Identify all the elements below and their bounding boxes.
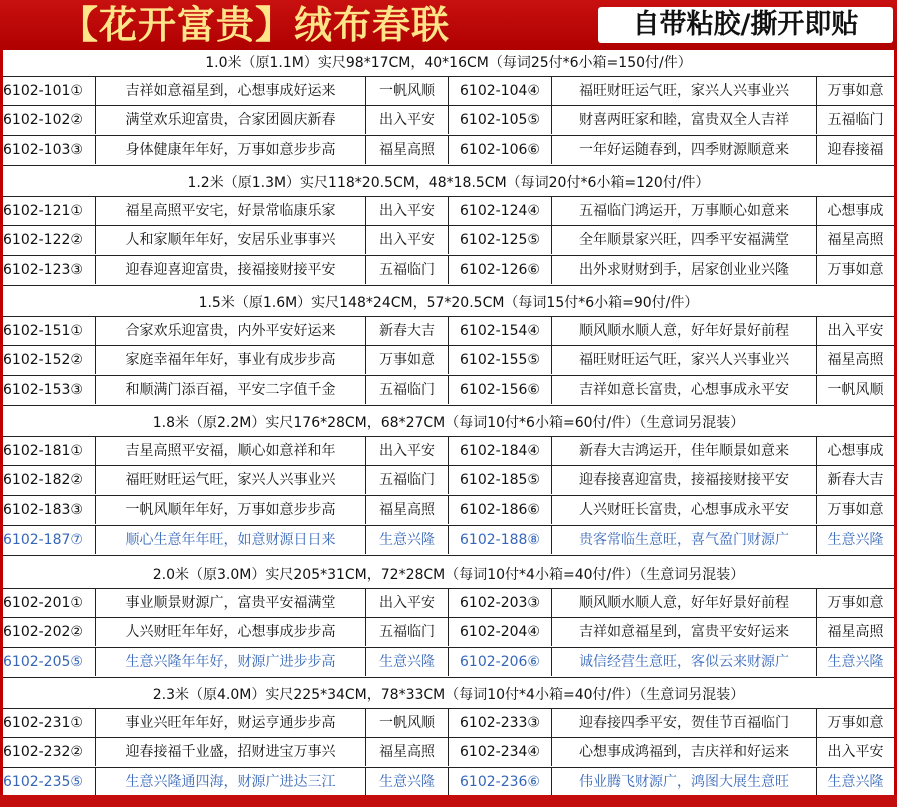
horizontal-scroll-text: 五福临门 bbox=[365, 618, 448, 646]
horizontal-scroll-text: 心想事成 bbox=[816, 197, 894, 225]
horizontal-scroll-text: 五福临门 bbox=[365, 256, 448, 284]
section-header: 1.5米（原1.6M）实尺148*24CM，57*20.5CM（每词15付*6小箱=90付/件） bbox=[198, 295, 699, 311]
table-row bbox=[3, 526, 894, 556]
couplet-text: 吉祥如意长富贵，心想事成永平安 bbox=[551, 376, 816, 404]
horizontal-scroll-text: 出入平安 bbox=[365, 226, 448, 254]
horizontal-scroll-text: 福星高照 bbox=[816, 226, 894, 254]
table-row bbox=[3, 466, 894, 496]
horizontal-scroll-text: 福星高照 bbox=[816, 618, 894, 646]
couplet-text: 贵客常临生意旺，喜气盈门财源广 bbox=[551, 526, 816, 554]
couplet-text: 出外求财财到手，居家创业业兴隆 bbox=[551, 256, 816, 284]
product-code: 6102-186⑥ bbox=[448, 496, 551, 524]
product-code: 6102-122② bbox=[3, 232, 83, 248]
product-code: 6102-155⑤ bbox=[448, 346, 551, 374]
horizontal-scroll-text: 生意兴隆 bbox=[816, 526, 894, 554]
product-code: 6102-188⑧ bbox=[448, 526, 551, 554]
product-code: 6102-102② bbox=[3, 112, 83, 128]
couplet-text: 一年好运随春到，四季财源顺意来 bbox=[551, 136, 816, 164]
product-code: 6102-202② bbox=[3, 624, 83, 640]
product-code: 6102-184④ bbox=[448, 437, 551, 465]
horizontal-scroll-text: 出入平安 bbox=[365, 437, 448, 465]
horizontal-scroll-text: 一帆风顺 bbox=[816, 376, 894, 404]
banner-title: 【花开富贵】绒布春联 bbox=[60, 3, 451, 47]
product-code: 6102-232② bbox=[3, 744, 83, 760]
horizontal-scroll-text: 一帆风顺 bbox=[365, 77, 448, 105]
product-code: 6102-124④ bbox=[448, 197, 551, 225]
couplet-text: 五福临门鸿运开，万事顺心如意来 bbox=[551, 197, 816, 225]
product-code: 6102-231① bbox=[3, 715, 83, 731]
couplet-text: 迎春接喜迎富贵，接福接财接平安 bbox=[551, 466, 816, 494]
table-row bbox=[3, 588, 894, 618]
couplet-text: 家庭幸福年年好，事业有成步步高 bbox=[95, 346, 365, 374]
table-row bbox=[3, 346, 894, 376]
table-row bbox=[3, 256, 894, 286]
table-row bbox=[3, 496, 894, 526]
banner-badge bbox=[598, 7, 893, 43]
couplet-text: 福旺财旺运气旺，家兴人兴事业兴 bbox=[551, 77, 816, 105]
couplet-text: 福星高照平安宅，好景常临康乐家 bbox=[95, 197, 365, 225]
product-code: 6102-203③ bbox=[448, 589, 551, 617]
couplet-text: 事业兴旺年年好，财运亨通步步高 bbox=[95, 709, 365, 737]
bottom-bar bbox=[0, 795, 897, 807]
couplet-text: 全年顺景家兴旺，四季平安福满堂 bbox=[551, 226, 816, 254]
product-code: 6102-126⑥ bbox=[448, 256, 551, 284]
horizontal-scroll-text: 万事如意 bbox=[816, 709, 894, 737]
product-code: 6102-182② bbox=[3, 472, 83, 488]
table-row bbox=[3, 106, 894, 136]
couplet-text: 诚信经营生意旺，客似云来财源广 bbox=[551, 648, 816, 676]
product-code: 6102-101① bbox=[3, 83, 83, 99]
product-code: 6102-153③ bbox=[3, 382, 83, 398]
product-code: 6102-152② bbox=[3, 352, 83, 368]
product-code: 6102-123③ bbox=[3, 262, 83, 278]
product-code: 6102-234④ bbox=[448, 738, 551, 766]
table-row bbox=[3, 436, 894, 466]
product-code: 6102-185⑤ bbox=[448, 466, 551, 494]
product-code: 6102-181① bbox=[3, 443, 83, 459]
couplet-text: 顺风顺水顺人意，好年好景好前程 bbox=[551, 589, 816, 617]
horizontal-scroll-text: 福星高照 bbox=[365, 738, 448, 766]
table-row bbox=[3, 768, 894, 798]
couplet-text: 合家欢乐迎富贵，内外平安好运来 bbox=[95, 317, 365, 345]
product-code: 6102-233③ bbox=[448, 709, 551, 737]
product-code: 6102-236⑥ bbox=[448, 768, 551, 796]
table-row bbox=[3, 136, 894, 166]
horizontal-scroll-text: 生意兴隆 bbox=[365, 526, 448, 554]
horizontal-scroll-text: 福星高照 bbox=[365, 136, 448, 164]
couplet-text: 顺心生意年年旺，如意财源日日来 bbox=[95, 526, 365, 554]
product-code: 6102-151① bbox=[3, 323, 83, 339]
table-row bbox=[3, 196, 894, 226]
product-code: 6102-105⑤ bbox=[448, 106, 551, 134]
horizontal-scroll-text: 出入平安 bbox=[816, 317, 894, 345]
couplet-text: 吉星高照平安福，顺心如意祥和年 bbox=[95, 437, 365, 465]
couplet-text: 福旺财旺运气旺，家兴人兴事业兴 bbox=[95, 466, 365, 494]
horizontal-scroll-text: 生意兴隆 bbox=[365, 648, 448, 676]
horizontal-scroll-text: 生意兴隆 bbox=[365, 768, 448, 796]
horizontal-scroll-text: 五福临门 bbox=[365, 376, 448, 404]
table-row bbox=[3, 316, 894, 346]
horizontal-scroll-text: 五福临门 bbox=[365, 466, 448, 494]
horizontal-scroll-text: 五福临门 bbox=[816, 106, 894, 134]
horizontal-scroll-text: 万事如意 bbox=[816, 496, 894, 524]
section-header: 1.8米（原2.2M）实尺176*28CM，68*27CM（每词10付*6小箱=60付/件）（生意词另混装） bbox=[152, 415, 745, 431]
couplet-text: 顺风顺水顺人意，好年好景好前程 bbox=[551, 317, 816, 345]
couplet-text: 吉祥如意福星到，心想事成好运来 bbox=[95, 77, 365, 105]
couplet-text: 一帆风顺年年好，万事如意步步高 bbox=[95, 496, 365, 524]
couplet-text: 事业顺景财源广，富贵平安福满堂 bbox=[95, 589, 365, 617]
couplet-text: 心想事成鸿福到，吉庆祥和好运来 bbox=[551, 738, 816, 766]
horizontal-scroll-text: 出入平安 bbox=[816, 738, 894, 766]
product-code: 6102-201① bbox=[3, 595, 83, 611]
couplet-text: 和顺满门添百福，平安二字值千金 bbox=[95, 376, 365, 404]
couplet-text: 财喜两旺家和睦，富贵双全人吉祥 bbox=[551, 106, 816, 134]
product-code: 6102-106⑥ bbox=[448, 136, 551, 164]
product-code: 6102-121① bbox=[3, 203, 83, 219]
product-code: 6102-204④ bbox=[448, 618, 551, 646]
table-row bbox=[3, 738, 894, 768]
horizontal-scroll-text: 福星高照 bbox=[365, 496, 448, 524]
horizontal-scroll-text: 出入平安 bbox=[365, 106, 448, 134]
couplet-text: 迎春接福千业盛，招财进宝万事兴 bbox=[95, 738, 365, 766]
couplet-text: 伟业腾飞财源广，鸿图大展生意旺 bbox=[551, 768, 816, 796]
horizontal-scroll-text: 新春大吉 bbox=[365, 317, 448, 345]
table-row bbox=[3, 226, 894, 256]
product-code: 6102-156⑥ bbox=[448, 376, 551, 404]
couplet-text: 迎春接四季平安，贺佳节百福临门 bbox=[551, 709, 816, 737]
horizontal-scroll-text: 万事如意 bbox=[816, 77, 894, 105]
horizontal-scroll-text: 万事如意 bbox=[816, 589, 894, 617]
product-code: 6102-235⑤ bbox=[3, 774, 83, 790]
product-code: 6102-154④ bbox=[448, 317, 551, 345]
horizontal-scroll-text: 一帆风顺 bbox=[365, 709, 448, 737]
table-row bbox=[3, 708, 894, 738]
couplet-text: 人兴财旺长富贵，心想事成永平安 bbox=[551, 496, 816, 524]
couplet-text: 满堂欢乐迎富贵，合家团圆庆新春 bbox=[95, 106, 365, 134]
horizontal-scroll-text: 福星高照 bbox=[816, 346, 894, 374]
couplet-text: 人和家顺年年好，安居乐业事事兴 bbox=[95, 226, 365, 254]
table-row bbox=[3, 376, 894, 406]
product-code: 6102-205⑤ bbox=[3, 654, 83, 670]
horizontal-scroll-text: 新春大吉 bbox=[816, 466, 894, 494]
horizontal-scroll-text: 出入平安 bbox=[365, 589, 448, 617]
couplet-text: 人兴财旺年年好，心想事成步步高 bbox=[95, 618, 365, 646]
table-row bbox=[3, 618, 894, 648]
banner bbox=[0, 0, 897, 50]
couplet-text: 吉祥如意福星到，富贵平安好运来 bbox=[551, 618, 816, 646]
horizontal-scroll-text: 迎春接福 bbox=[816, 136, 894, 164]
horizontal-scroll-text: 万事如意 bbox=[816, 256, 894, 284]
horizontal-scroll-text: 生意兴隆 bbox=[816, 648, 894, 676]
product-code: 6102-125⑤ bbox=[448, 226, 551, 254]
section-header: 1.0米（原1.1M）实尺98*17CM，40*16CM（每词25付*6小箱=150付/件） bbox=[205, 55, 692, 71]
couplet-text: 身体健康年年好，万事如意步步高 bbox=[95, 136, 365, 164]
section-header: 2.0米（原3.0M）实尺205*31CM，72*28CM（每词10付*4小箱=40付/件）（生意词另混装） bbox=[152, 567, 745, 583]
couplet-text: 迎春迎喜迎富贵，接福接财接平安 bbox=[95, 256, 365, 284]
couplet-text: 新春大吉鸿运开，佳年顺景如意来 bbox=[551, 437, 816, 465]
horizontal-scroll-text: 生意兴隆 bbox=[816, 768, 894, 796]
couplet-text: 生意兴隆年年好，财源广进步步高 bbox=[95, 648, 365, 676]
product-code: 6102-103③ bbox=[3, 142, 83, 158]
section-header: 2.3米（原4.0M）实尺225*34CM，78*33CM（每词10付*4小箱=40付/件）（生意词另混装） bbox=[152, 687, 745, 703]
horizontal-scroll-text: 万事如意 bbox=[365, 346, 448, 374]
couplet-text: 生意兴隆通四海，财源广进达三江 bbox=[95, 768, 365, 796]
product-code: 6102-104④ bbox=[448, 77, 551, 105]
couplet-text: 福旺财旺运气旺，家兴人兴事业兴 bbox=[551, 346, 816, 374]
table-row bbox=[3, 648, 894, 678]
table-row bbox=[3, 76, 894, 106]
product-code: 6102-206⑥ bbox=[448, 648, 551, 676]
product-code: 6102-187⑦ bbox=[3, 532, 83, 548]
product-code: 6102-183③ bbox=[3, 502, 83, 518]
horizontal-scroll-text: 出入平安 bbox=[365, 197, 448, 225]
banner-subtitle: 自带粘胶/撕开即贴 bbox=[632, 9, 859, 40]
section-header: 1.2米（原1.3M）实尺118*20.5CM，48*18.5CM（每词20付*6小箱=120付/件） bbox=[187, 175, 710, 191]
horizontal-scroll-text: 心想事成 bbox=[816, 437, 894, 465]
